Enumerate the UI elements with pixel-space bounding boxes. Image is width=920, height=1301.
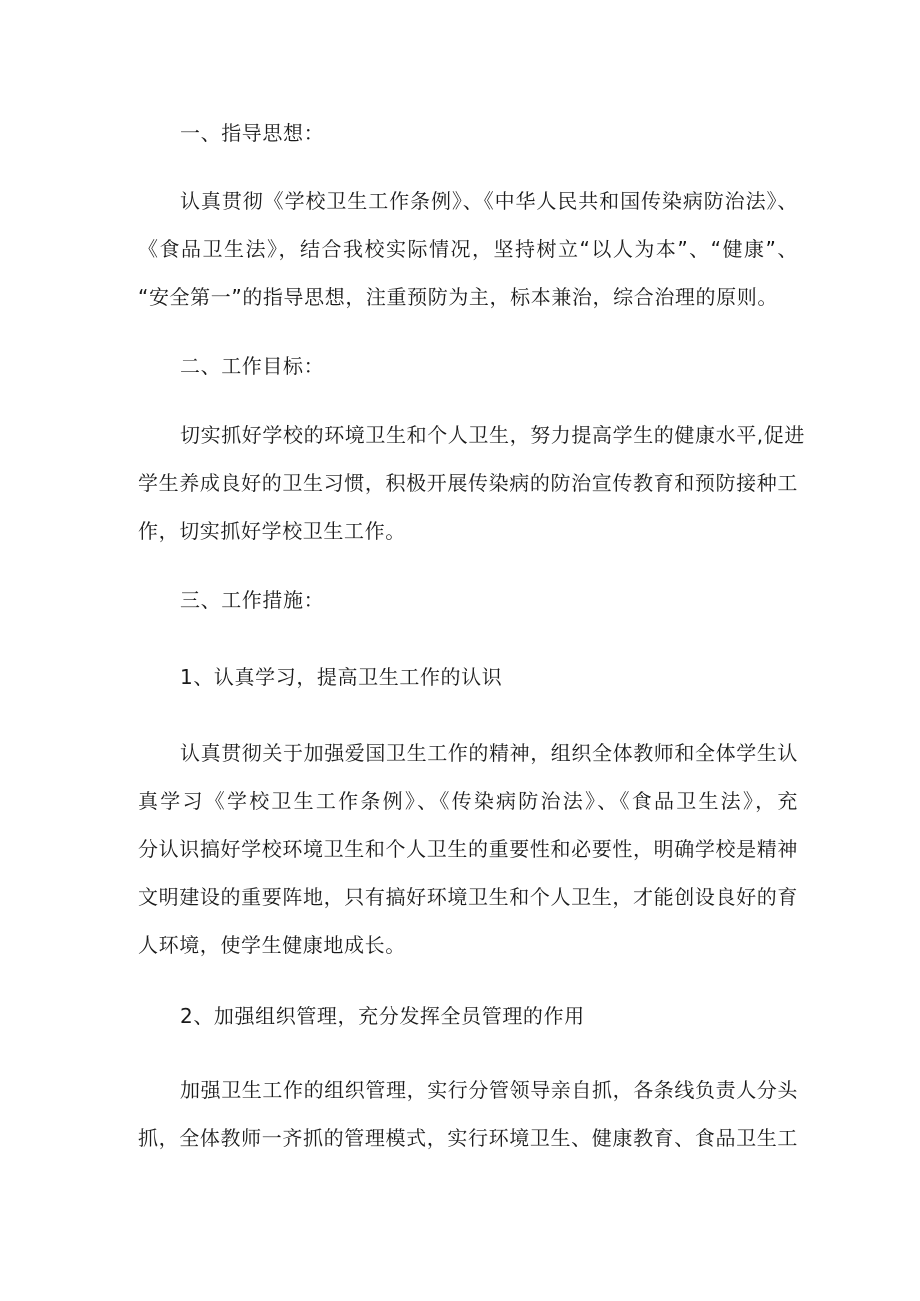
paragraph-guiding-ideology: [138, 177, 798, 321]
paragraph-line: 分认识搞好学校环境卫生和个人卫生的重要性和必要性，明确学校是精神: [138, 837, 798, 861]
paragraph-work-goals: [138, 411, 805, 555]
paragraph-line: 切实抓好学校的环境卫生和个人卫生，努力提高学生的健康水平,促进: [180, 423, 805, 447]
heading-text: 1、认真学习，提高卫生工作的认识: [180, 665, 503, 689]
paragraph-line: 真学习《学校卫生工作条例》、《传染病防治法》、《食品卫生法》，充: [138, 789, 798, 813]
heading-text: 2、加强组织管理，充分发挥全员管理的作用: [180, 1004, 585, 1028]
paragraph-line: 学生养成良好的卫生习惯，积极开展传染病的防治宣传教育和预防接种工: [138, 471, 798, 495]
heading-text: 三、工作措施：: [180, 588, 325, 612]
paragraph-line: 加强卫生工作的组织管理，实行分管领导亲自抓，各条线负责人分头: [180, 1078, 798, 1102]
section-heading-guiding-ideology: [138, 109, 798, 157]
section-heading-work-goals: [138, 342, 798, 390]
paragraph-organization: [138, 1066, 798, 1162]
paragraph-line: “安全第一”的指导思想，注重预防为主，标本兼治，综合治理的原则。: [138, 285, 778, 309]
section-heading-work-measures: [138, 576, 798, 624]
paragraph-line: 认真贯彻关于加强爱国卫生工作的精神，组织全体教师和全体学生认: [180, 741, 798, 765]
paragraph-line: 抓，全体教师一齐抓的管理模式，实行环境卫生、健康教育、食品卫生工: [138, 1126, 798, 1150]
subheading-study: [138, 653, 798, 701]
subheading-organization: [138, 992, 798, 1040]
paragraph-line: 文明建设的重要阵地，只有搞好环境卫生和个人卫生，才能创设良好的育: [138, 885, 798, 909]
paragraph-line: 《食品卫生法》，结合我校实际情况，坚持树立“以人为本”、“健康”、: [138, 237, 798, 261]
heading-text: 一、指导思想：: [180, 121, 325, 145]
paragraph-study: [138, 729, 798, 969]
paragraph-line: 作，切实抓好学校卫生工作。: [138, 519, 406, 543]
heading-text: 二、工作目标：: [180, 354, 325, 378]
paragraph-line: 认真贯彻《学校卫生工作条例》、《中华人民共和国传染病防治法》、: [180, 189, 798, 213]
paragraph-line: 人环境，使学生健康地成长。: [138, 933, 406, 957]
